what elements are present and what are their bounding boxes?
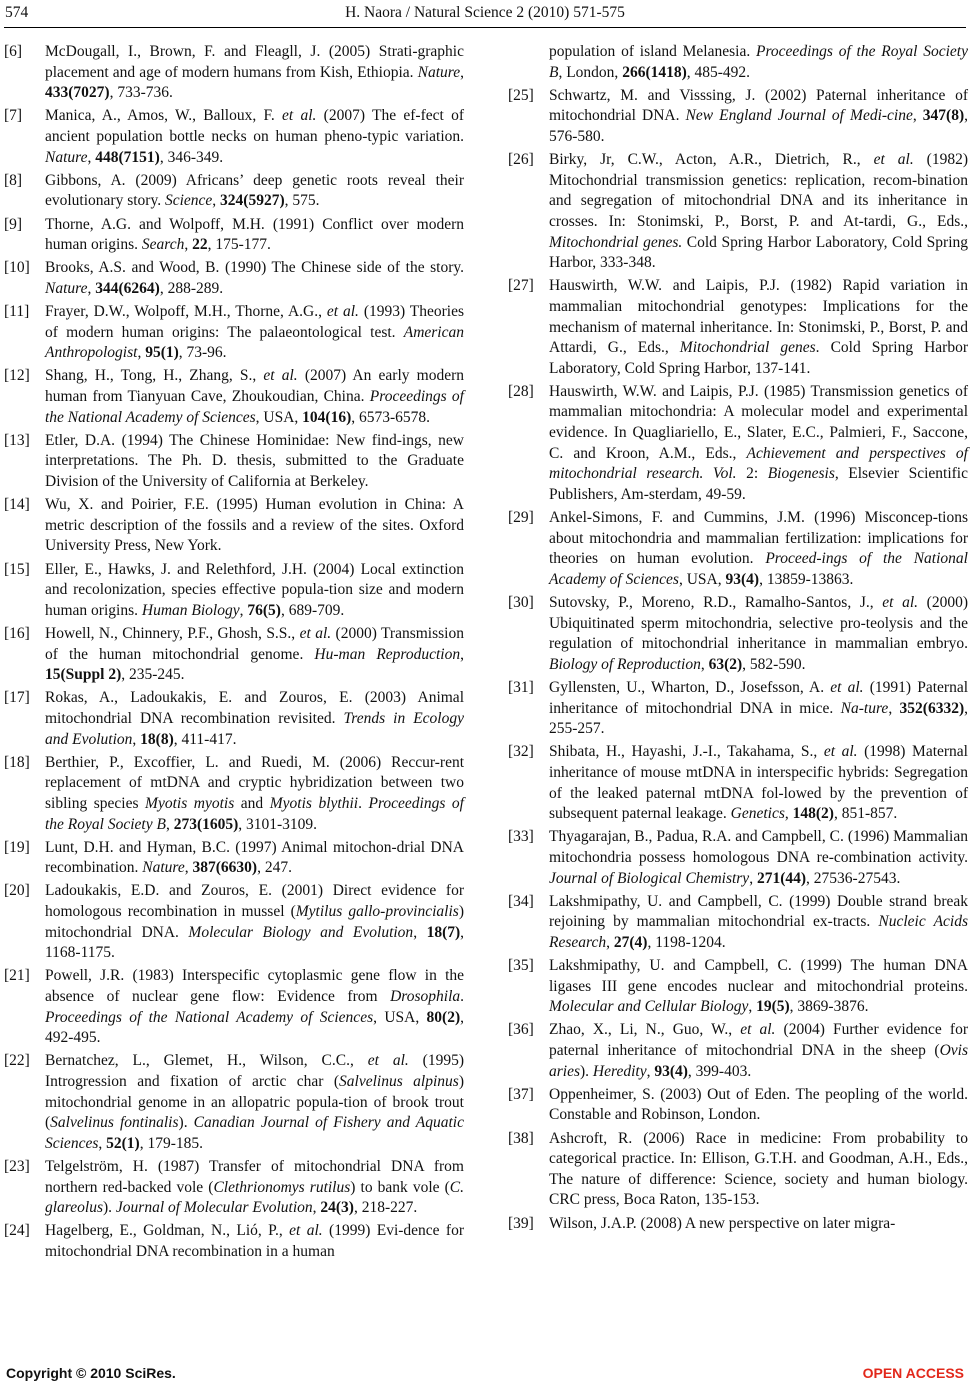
- reference-number: [25]: [508, 86, 534, 104]
- reference-number: [9]: [4, 215, 23, 233]
- reference-text: Oppenheimer, S. (2003) Out of Eden. The peopling of the world. Constable and Robinson, London.: [549, 1085, 968, 1124]
- reference-text: Manica, A., Amos, W., Balloux, F. et al. (2007) The ef-fect of ancient population bottle necks on human pheno-typic variation. Nature, 448(7151), 346-349.: [45, 107, 464, 166]
- reference-entry: [4, 215, 464, 256]
- reference-number: [28]: [508, 382, 534, 400]
- reference-text: Sutovsky, P., Moreno, R.D., Ramalho-Santos, J., et al. (2000) Ubiquitinated sperm mitochondria, selective pro-teolysis and the regulation of mitochondrial inheritance in mammalian embryo. Biology of Reproduction, 63(2), 582-590.: [549, 594, 969, 673]
- reference-entry: [508, 1020, 968, 1082]
- reference-entry: [4, 753, 464, 835]
- reference-number: [15]: [4, 560, 30, 578]
- reference-number: [14]: [4, 496, 30, 514]
- reference-text: Wilson, J.A.P. (2008) A new perspective on later migra-: [549, 1214, 896, 1232]
- header-rule: [4, 27, 966, 28]
- reference-number: [32]: [508, 743, 534, 761]
- reference-number: [39]: [508, 1214, 534, 1232]
- reference-text: Hauswirth, W.W. and Laipis, P.J. (1985) Transmission genetics of mammalian mitochondria: A molecular model and experimental evidence. In Quagliariello, E., Slater, E.C., Palmieri, F., Saccone, C. and Kroon, A.M., Eds., Achievement and perspectives of mitochondrial research. Vol. 2: Biogenesis, Elsevier Scientific Publishers, Am-sterdam, 49-59.: [549, 382, 968, 503]
- reference-entry: [4, 560, 464, 622]
- reference-entry: [508, 42, 968, 83]
- reference-entry: [4, 258, 464, 299]
- reference-text: Ashcroft, R. (2006) Race in medicine: From probability to categorical practice. In: Ellison, G.T.H. and Goodman, A.H., Eds., The nature of difference: Science, society and human biology. CRC press, Boca Raton, 135-153.: [549, 1129, 968, 1209]
- reference-text: Thyagarajan, B., Padua, R.A. and Campbell, C. (1996) Mammalian mitochondria possess homologous DNA re-combination activity. Journal of Biological Chemistry, 271(44), 27536-27543.: [549, 828, 968, 887]
- running-title: H. Naora / Natural Science 2 (2010) 571-575: [345, 4, 625, 21]
- reference-text: Brooks, A.S. and Wood, B. (1990) The Chinese side of the story. Nature, 344(6264), 288-289.: [45, 259, 464, 297]
- page-number: 574: [5, 4, 29, 21]
- reference-number: [6]: [4, 43, 23, 60]
- reference-text: Eller, E., Hawks, J. and Relethford, J.H. (2004) Local extinction and recolonization, species effective popula-tion size and modern human origins. Human Biology, 76(5), 689-709.: [45, 560, 464, 619]
- reference-entry: [508, 1085, 968, 1126]
- reference-text: Zhao, X., Li, N., Guo, W., et al. (2004) Further evidence for paternal inheritance of mitochondrial DNA in the sheep (Ovis aries). Heredity, 93(4), 399-403.: [549, 1021, 968, 1080]
- reference-text: population of island Melanesia. Proceedings of the Royal Society B, London, 266(1418), 485-492.: [549, 43, 968, 81]
- reference-number: [13]: [4, 431, 30, 449]
- reference-entry: [4, 366, 464, 428]
- reference-text: Lakshmipathy, U. and Campbell, C. (1999) The human DNA ligases III gene encodes nuclear and mitochondrial proteins. Molecular and Cellular Biology, 19(5), 3869-3876.: [549, 957, 968, 1016]
- reference-entry: [4, 881, 464, 963]
- reference-number: [23]: [4, 1157, 30, 1175]
- reference-text: Hagelberg, E., Goldman, N., Lió, P., et al. (1999) Evi-dence for mitochondrial DNA recombination in a human: [45, 1222, 464, 1260]
- reference-number: [35]: [508, 957, 534, 975]
- reference-entry: [508, 742, 968, 824]
- reference-entry: [4, 1221, 464, 1262]
- reference-text: Hauswirth, W.W. and Laipis, P.J. (1982) Rapid variation in mammalian mitochondrial genotypes: Implications for the mechanism of maternal inheritance. In: Stonimski, P., Borst, P. and Attardi, G., Eds., Mitochondrial genes. Cold Spring Harbor Laboratory, Cold Spring Harbor, 137-141.: [549, 277, 968, 377]
- reference-text: Powell, J.R. (1983) Interspecific cytoplasmic gene flow in the absence of nuclear gene flow: Evidence from Drosophila. Proceedings of the National Academy of Sciences, USA, 80(2), 492-495.: [45, 967, 464, 1047]
- reference-text: Ankel-Simons, F. and Cummins, J.M. (1996) Misconcep-tions about mitochondria and mammalian fertilization: implications for theories on human evolution. Proceed-ings of the National Academy of Sciences, USA, 93(4), 13859-13863.: [549, 509, 968, 588]
- reference-number: [20]: [4, 882, 30, 900]
- reference-entry: [508, 956, 968, 1018]
- reference-entry: [508, 1214, 968, 1235]
- reference-text: Rokas, A., Ladoukakis, E. and Zouros, E. (2003) Animal mitochondrial DNA recombination revisited. Trends in Ecology and Evolution, 18(8), 411-417.: [45, 689, 464, 748]
- reference-number: [22]: [4, 1052, 30, 1070]
- reference-entry: [4, 495, 464, 557]
- reference-text: Lakshmipathy, U. and Campbell, C. (1999) Double strand break rejoining by mammalian mitochondrial ex-tracts. Nucleic Acids Research, 27(4), 1198-1204.: [549, 892, 968, 951]
- reference-entry: [508, 86, 968, 148]
- reference-entry: [4, 42, 464, 104]
- reference-entry: [4, 688, 464, 750]
- reference-number: [30]: [508, 594, 534, 611]
- reference-entry: [508, 508, 968, 590]
- reference-number: [21]: [4, 967, 30, 985]
- reference-entry: [508, 276, 968, 379]
- reference-number: [24]: [4, 1222, 30, 1240]
- copyright-notice: Copyright © 2010 SciRes.: [6, 1365, 176, 1381]
- reference-number: [38]: [508, 1129, 534, 1147]
- reference-number: [18]: [4, 753, 30, 771]
- reference-number: [29]: [508, 509, 534, 527]
- reference-text: Bernatchez, L., Glemet, H., Wilson, C.C., et al. (1995) Introgression and fixation of arctic char (Salvelinus alpinus) mitochondrial genome in an allopatric popula-tion of brook trout (Salvelinus fontinalis). Canadian Journal of Fishery and Aquatic Sciences, 52(1), 179-185.: [45, 1052, 464, 1152]
- reference-text: McDougall, I., Brown, F. and Fleagll, J. (2005) Strati-graphic placement and age of modern humans from Kish, Ethiopia. Nature, 433(7027), 733-736.: [45, 43, 464, 102]
- reference-number: [26]: [508, 151, 534, 169]
- reference-number: [17]: [4, 689, 30, 707]
- reference-text: Shibata, H., Hayashi, J.-I., Takahama, S., et al. (1998) Maternal inheritance of mouse mtDNA in interspecific hybrids: Segregation of the leaked paternal mtDNA fol-lowed by the prevention of subsequent paternal leakage. Genetics, 148(2), 851-857.: [549, 743, 968, 823]
- reference-entry: [508, 678, 968, 740]
- reference-number: [11]: [4, 303, 30, 321]
- reference-entry: [4, 302, 464, 364]
- reference-entry: [4, 171, 464, 212]
- reference-number: [12]: [4, 367, 30, 385]
- reference-number: [34]: [508, 892, 534, 910]
- reference-number: [16]: [4, 624, 30, 642]
- reference-entry: [508, 827, 968, 889]
- reference-text: Berthier, P., Excoffier, L. and Ruedi, M. (2006) Reccur-rent replacement of mtDNA and cryptic hybridization between two sibling species Myotis myotis and Myotis blythii. Proceedings of the Royal Society B, 273(1605), 3101-3109.: [45, 753, 464, 833]
- reference-text: Thorne, A.G. and Wolpoff, M.H. (1991) Conflict over modern human origins. Search, 22, 175-177.: [45, 215, 464, 254]
- reference-text: Frayer, D.W., Wolpoff, M.H., Thorne, A.G., et al. (1993) Theories of modern human origins: The palaeontological test. American Anthropologist, 95(1), 73-96.: [45, 303, 464, 362]
- page-header: [0, 4, 970, 28]
- reference-entry: [4, 624, 464, 686]
- reference-text: Birky, Jr, C.W., Acton, A.R., Dietrich, R., et al. (1982) Mitochondrial transmission genetics: replication, recom-bination and segregation of mitochondrial DNA and its inheritance in crosses. In: Stonimski, P., Borst, P. and At-tardi, G., Eds., Mitochondrial genes. Cold Spring Harbor Laboratory, Cold Spring Harbor, 333-348.: [549, 151, 969, 272]
- reference-entry: [4, 431, 464, 493]
- reference-entry: [4, 1051, 464, 1154]
- reference-entry: [4, 1157, 464, 1219]
- reference-number: [27]: [508, 277, 534, 295]
- reference-number: [19]: [4, 838, 30, 856]
- reference-entry: [508, 382, 968, 506]
- reference-entry: [4, 838, 464, 879]
- reference-entry: [508, 593, 968, 675]
- reference-number: [10]: [4, 259, 30, 277]
- reference-number: [36]: [508, 1021, 534, 1039]
- reference-number: [33]: [508, 828, 534, 846]
- reference-text: Lunt, D.H. and Hyman, B.C. (1997) Animal mitochon-drial DNA recombination. Nature, 387(6630), 247.: [45, 838, 464, 877]
- reference-entry: [508, 150, 968, 274]
- reference-entry: [4, 966, 464, 1048]
- references-left-column: [4, 42, 464, 1265]
- reference-entry: [508, 892, 968, 954]
- reference-entry: [508, 1129, 968, 1211]
- reference-text: Wu, X. and Poirier, F.E. (1995) Human evolution in China: A metric description of the fossils and a review of the sites. Oxford University Press, New York.: [45, 496, 464, 555]
- reference-text: Howell, N., Chinnery, P.F., Ghosh, S.S., et al. (2000) Transmission of the human mitochondrial genome. Hu-man Reproduction, 15(Suppl 2), 235-245.: [45, 624, 464, 684]
- reference-number: [37]: [508, 1085, 534, 1103]
- reference-entry: [4, 106, 464, 168]
- reference-text: Gyllensten, U., Wharton, D., Josefsson, A. et al. (1991) Paternal inheritance of mitochondrial DNA in mice. Na-ture, 352(6332), 255-257.: [549, 678, 969, 738]
- reference-number: [31]: [508, 678, 534, 696]
- reference-text: Schwartz, M. and Visssing, J. (2002) Paternal inheritance of mitochondrial DNA. New England Journal of Medi-cine, 347(8), 576-580.: [549, 86, 968, 145]
- reference-text: Shang, H., Tong, H., Zhang, S., et al. (2007) An early modern human from Tianyuan Cave, Zhoukoudian, China. Proceedings of the National Academy of Sciences, USA, 104(16), 6573-6578.: [45, 367, 464, 426]
- open-access-label: OPEN ACCESS: [862, 1365, 964, 1381]
- reference-number: [8]: [4, 171, 23, 189]
- references-right-column: [508, 42, 968, 1237]
- reference-text: Etler, D.A. (1994) The Chinese Hominidae: New find-ings, new interpretations. The Ph. D. thesis, submitted to the Graduate Division of the University of California at Berkeley.: [45, 431, 464, 491]
- reference-number: [7]: [4, 107, 23, 125]
- reference-text: Gibbons, A. (2009) Africans’ deep genetic roots reveal their evolutionary story. Science, 324(5927), 575.: [45, 171, 464, 210]
- reference-text: Ladoukakis, E.D. and Zouros, E. (2001) Direct evidence for homologous recombination in mussel (Mytilus gallo-provincialis) mitochondrial DNA. Molecular Biology and Evolution, 18(7), 1168-1175.: [45, 882, 465, 962]
- reference-text: Telgelström, H. (1987) Transfer of mitochondrial DNA from northern red-backed vole (Clethrionomys rutilus) to bank vole (C. glareolus). Journal of Molecular Evolution, 24(3), 218-227.: [45, 1157, 464, 1217]
